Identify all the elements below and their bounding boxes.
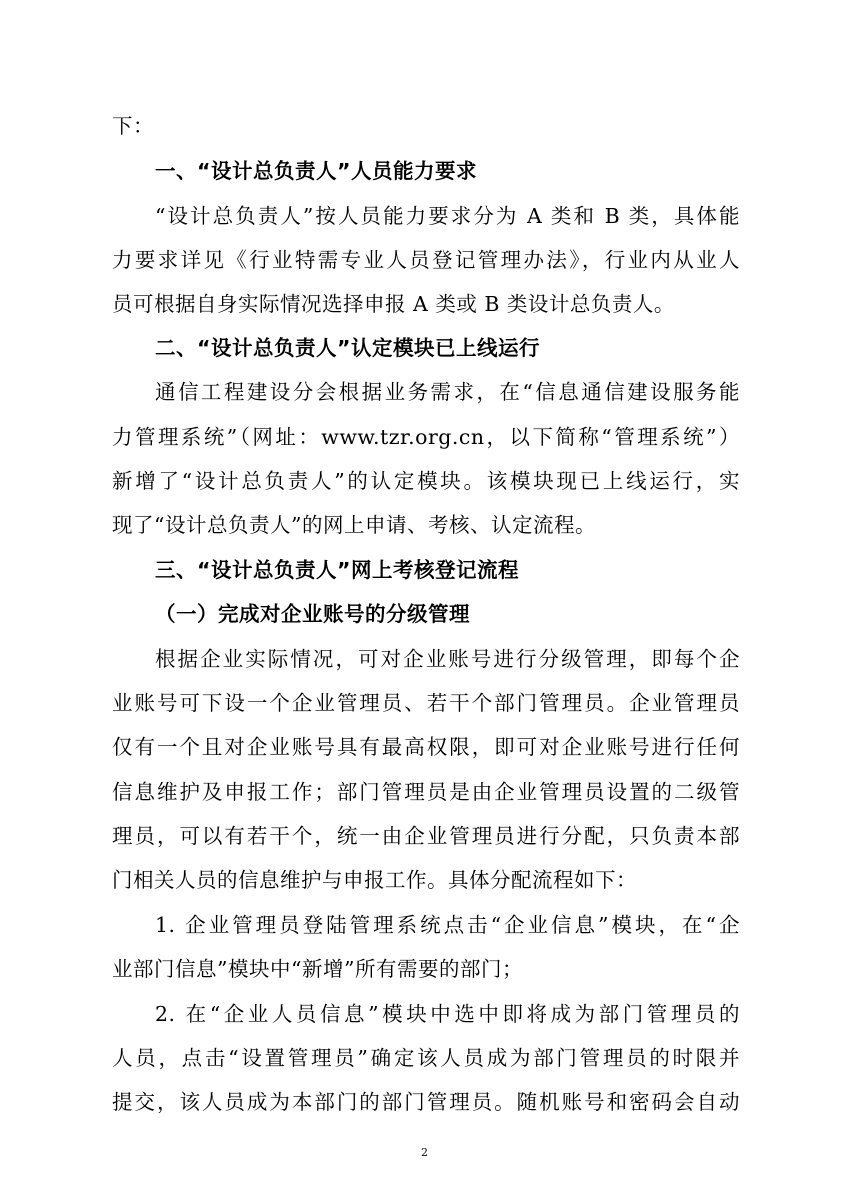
paragraph-line: 人员，点击“设置管理员”确定该人员成为部门管理员的时限并 [112, 1046, 740, 1070]
paragraph-line: 新增了“设计总负责人”的认定模块。该模块现已上线运行，实 [112, 469, 740, 493]
section-heading: 三、“设计总负责人”网上考核登记流程 [155, 558, 519, 582]
paragraph-line: 提交，该人员成为本部门的部门管理员。随机账号和密码会自动 [112, 1090, 740, 1114]
paragraph-line: 信息维护及申报工作；部门管理员是由企业管理员设置的二级管 [112, 780, 740, 804]
section-heading: 一、“设计总负责人”人员能力要求 [155, 159, 477, 183]
paragraph-line: “设计总负责人”按人员能力要求分为 A 类和 B 类，具体能 [155, 204, 740, 228]
paragraph-line: 业部门信息”模块中“新增”所有需要的部门； [112, 957, 523, 981]
paragraph-line: 仅有一个且对企业账号具有最高权限，即可对企业账号进行任何 [112, 735, 740, 759]
paragraph-line: 通信工程建设分会根据业务需求，在“信息通信建设服务能 [155, 380, 740, 404]
paragraph-line: 现了“设计总负责人”的网上申请、考核、认定流程。 [112, 513, 596, 537]
paragraph-line: 力要求详见《行业特需专业人员登记管理办法》，行业内从业人 [112, 248, 740, 272]
paragraph-line: 力管理系统”（网址：www.tzr.org.cn，以下简称“管理系统”） [112, 425, 740, 449]
page-number: 2 [421, 1146, 428, 1159]
paragraph-line: 下： [112, 114, 154, 138]
paragraph-line: 业账号可下设一个企业管理员、若干个部门管理员。企业管理员 [112, 691, 740, 715]
subsection-heading: （一）完成对企业账号的分级管理 [155, 602, 470, 626]
paragraph-line: 员可根据自身实际情况选择申报 A 类或 B 类设计总负责人。 [112, 292, 675, 316]
paragraph-line: 1. 企业管理员登陆管理系统点击“企业信息”模块，在“企 [155, 913, 740, 937]
paragraph-line: 根据企业实际情况，可对企业账号进行分级管理，即每个企 [155, 647, 740, 671]
section-heading: 二、“设计总负责人”认定模块已上线运行 [155, 336, 540, 360]
paragraph-line: 理员，可以有若干个，统一由企业管理员进行分配，只负责本部 [112, 824, 740, 848]
paragraph-line: 门相关人员的信息维护与申报工作。具体分配流程如下： [112, 868, 637, 892]
paragraph-line: 2. 在“企业人员信息”模块中选中即将成为部门管理员的 [155, 1002, 740, 1026]
